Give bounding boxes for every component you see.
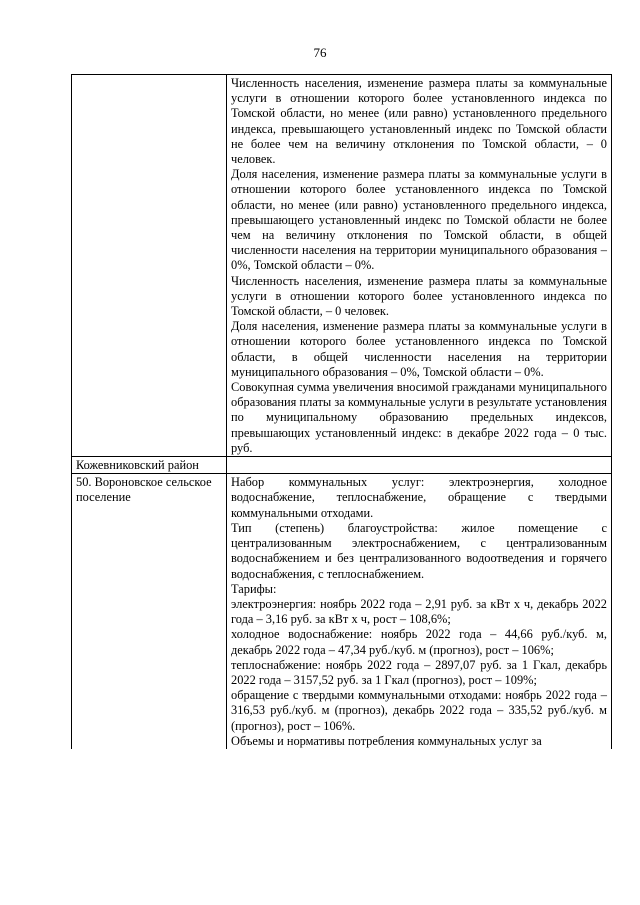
paragraph: Тарифы: [231,581,277,596]
paragraph: Доля населения, изменение размера платы за коммунальные услуги в отношении которого более установленного индекса по Томской области, но менее (или равно) установленного предельного индекса, превышающего установленный индекс по Томской области не более чем на величину отклонения по Томской области, в общей численности населения на территории муниципального образования – 0%, Томской области – 0%. [231,167,607,273]
page-number: 76 [313,45,327,60]
tariff-table [71,74,612,749]
paragraph: Численность населения, изменение размера платы за коммунальные услуги в отношении которого более установленного индекса по Томской области, но менее (или равно) установленного предельного индекса, превышающего установленный индекс по Томской области не более чем на величину отклонения по Томской области, – 0 человек. [231,76,607,167]
paragraph: теплоснабжение: ноябрь 2022 года – 2897,07 руб. за 1 Гкал, декабрь 2022 года – 3157,52 руб. за 1 Гкал (прогноз), рост – 109%; [231,657,607,687]
description-cell [227,474,612,749]
paragraph: электроэнергия: ноябрь 2022 года – 2,91 руб. за кВт x ч, декабрь 2022 года – 3,16 руб. за кВт x ч, рост – 108,6%; [231,596,607,627]
table-row [72,457,612,474]
paragraph: холодное водоснабжение: ноябрь 2022 года – 44,66 руб./куб. м, декабрь 2022 года – 47,34 руб./куб. м (прогноз), рост – 106%; [231,627,607,657]
table-row [72,75,612,457]
paragraph: обращение с твердыми коммунальными отходами: ноябрь 2022 года – 316,53 руб./куб. м (прогноз), декабрь 2022 года – 335,52 руб./куб. м (прогноз), рост – 106%. [231,688,607,733]
paragraph: Объемы и нормативы потребления коммунальных услуг за [231,733,542,748]
description-cell [227,457,612,474]
municipality-cell: 50. Вороновское сельское поселение [72,474,227,749]
paragraph: Тип (степень) благоустройства: жилое помещение с централизованным электроснабжением, с централизованным водоснабжением и без централизованного водоотведения и горячего водоснабжения, с теплоснабжением. [231,520,607,581]
district-heading-cell: Кожевниковский район [72,457,227,474]
description-cell [227,75,612,457]
table-row [72,474,612,749]
paragraph: Доля населения, изменение размера платы за коммунальные услуги в отношении которого более установленного индекса по Томской области, в общей численности населения на территории муниципального образования – 0%, Томской области – 0%. [231,319,607,379]
paragraph: Численность населения, изменение размера платы за коммунальные услуги в отношении которого более установленного индекса по Томской области, – 0 человек. [231,273,607,319]
paragraph: Набор коммунальных услуг: электроэнергия, холодное водоснабжение, теплоснабжение, обращение с твердыми коммунальными отходами. [231,475,607,520]
paragraph: Совокупная сумма увеличения вносимой гражданами муниципального образования платы за коммунальные услуги в результате установления по муниципальному образованию предельных индексов, превышающих установленный индекс: в декабре 2022 года – 0 тыс. руб. [231,380,607,455]
municipality-cell [72,75,227,457]
